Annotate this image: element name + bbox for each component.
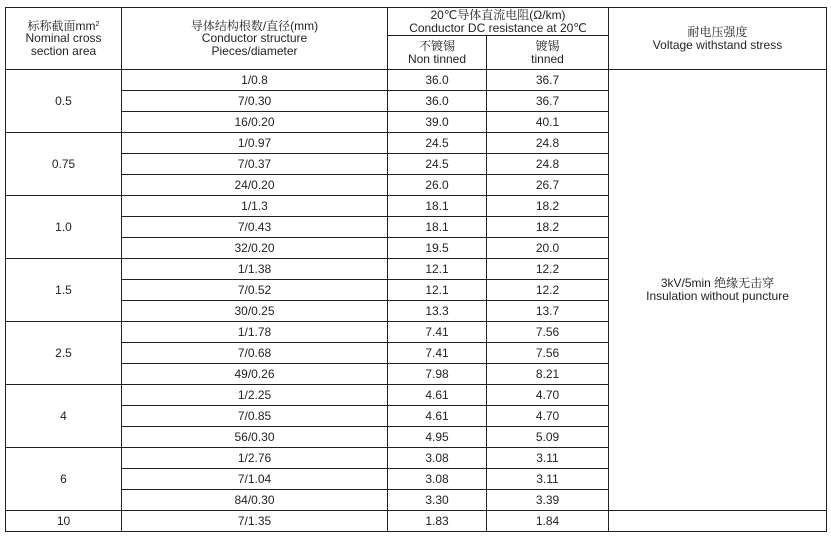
- header-resistance-en: Conductor DC resistance at 20℃: [409, 20, 587, 35]
- cell-non-tinned: 36.0: [388, 70, 487, 91]
- header-row-1: [6, 8, 827, 36]
- cell-nominal-area: 0.75: [6, 133, 122, 196]
- voltage-note-en: Insulation without puncture: [646, 289, 789, 303]
- cell-non-tinned: 7.41: [388, 322, 487, 343]
- header-area-cn: 标称截面$mm^2$: [27, 18, 100, 33]
- cell-tinned: 5.09: [487, 427, 609, 448]
- cell-structure: 7/0.52: [122, 280, 388, 301]
- cell-tinned: 7.56: [487, 343, 609, 364]
- header-dc-resistance: [388, 8, 609, 36]
- cell-non-tinned: 7.98: [388, 364, 487, 385]
- cell-non-tinned: 4.61: [388, 385, 487, 406]
- header-resistance-cn: 20℃导体直流电阻(Ω/km): [430, 8, 566, 22]
- cell-structure: 7/0.43: [122, 217, 388, 238]
- cell-non-tinned: 4.95: [388, 427, 487, 448]
- cell-tinned: 4.70: [487, 406, 609, 427]
- cell-structure: 16/0.20: [122, 112, 388, 133]
- cell-tinned: 12.2: [487, 259, 609, 280]
- cell-nominal-area: 1.5: [6, 259, 122, 322]
- cell-non-tinned: 3.30: [388, 490, 487, 511]
- cell-non-tinned: 13.3: [388, 301, 487, 322]
- table-body: [6, 70, 827, 532]
- cell-structure: 1/2.76: [122, 448, 388, 469]
- header-non-tinned-en: Non tinned: [407, 51, 467, 66]
- cell-tinned: 4.70: [487, 385, 609, 406]
- cell-structure: 7/1.35: [122, 511, 388, 532]
- cell-structure: 56/0.30: [122, 427, 388, 448]
- cell-nominal-area: 0.5: [6, 70, 122, 133]
- cell-non-tinned: 1.83: [388, 511, 487, 532]
- cell-structure: 7/0.68: [122, 343, 388, 364]
- cell-tinned: 18.2: [487, 196, 609, 217]
- cell-structure: 1/2.25: [122, 385, 388, 406]
- cell-structure: 49/0.26: [122, 364, 388, 385]
- cell-non-tinned: 18.1: [388, 196, 487, 217]
- cell-structure: 1/1.78: [122, 322, 388, 343]
- header-structure-cn: 导体结构根数/直径(mm): [190, 18, 319, 33]
- cell-tinned: 7.56: [487, 322, 609, 343]
- cell-tinned: 1.84: [487, 511, 609, 532]
- cell-nominal-area: 4: [6, 385, 122, 448]
- cell-non-tinned: 3.08: [388, 469, 487, 490]
- cell-non-tinned: 39.0: [388, 112, 487, 133]
- cell-tinned: 13.7: [487, 301, 609, 322]
- cell-structure: 1/1.38: [122, 259, 388, 280]
- cell-structure: 7/0.37: [122, 154, 388, 175]
- header-non-tinned-cn: 不镀锡: [418, 39, 455, 53]
- voltage-note-cn: 3kV/5min 绝缘无击穿: [660, 276, 775, 290]
- cell-voltage-note: [609, 70, 827, 511]
- header-nominal-area: [6, 8, 122, 70]
- cell-tinned: 3.11: [487, 469, 609, 490]
- cell-nominal-area: 10: [6, 511, 122, 532]
- cell-tinned: 18.2: [487, 217, 609, 238]
- cell-non-tinned: 19.5: [388, 238, 487, 259]
- cell-structure: 1/1.3: [122, 196, 388, 217]
- table-row: [6, 511, 827, 532]
- cell-non-tinned: 24.5: [388, 154, 487, 175]
- cell-structure: 32/0.20: [122, 238, 388, 259]
- cell-tinned: 20.0: [487, 238, 609, 259]
- cell-non-tinned: 12.1: [388, 280, 487, 301]
- cell-non-tinned: 18.1: [388, 217, 487, 238]
- cell-structure: 30/0.25: [122, 301, 388, 322]
- header-area-en-2: section area: [30, 43, 97, 58]
- cell-tinned: 24.8: [487, 133, 609, 154]
- cell-non-tinned: 7.41: [388, 343, 487, 364]
- header-voltage-cn: 耐电压强度: [687, 25, 748, 39]
- cell-structure: 7/0.30: [122, 91, 388, 112]
- header-tinned: [487, 36, 609, 70]
- cell-structure: 1/0.8: [122, 70, 388, 91]
- cell-nominal-area: 2.5: [6, 322, 122, 385]
- header-conductor-structure: [122, 8, 388, 70]
- header-tinned-en: tinned: [531, 51, 564, 66]
- cell-non-tinned: 36.0: [388, 91, 487, 112]
- cell-tinned: 12.2: [487, 280, 609, 301]
- cell-structure: 1/0.97: [122, 133, 388, 154]
- header-structure-en-1: Conductor structure: [201, 31, 308, 46]
- header-voltage-withstand: [609, 8, 827, 70]
- cell-tinned: 40.1: [487, 112, 609, 133]
- cell-structure: 7/1.04: [122, 469, 388, 490]
- cell-nominal-area: 1.0: [6, 196, 122, 259]
- header-non-tinned: [388, 36, 487, 70]
- cell-non-tinned: 26.0: [388, 175, 487, 196]
- cell-non-tinned: 4.61: [388, 406, 487, 427]
- cell-tinned: 26.7: [487, 175, 609, 196]
- cell-non-tinned: 24.5: [388, 133, 487, 154]
- header-area-en-1: Nominal cross: [25, 31, 102, 46]
- cell-nominal-area: 6: [6, 448, 122, 511]
- header-voltage-en: Voltage withstand stress: [652, 37, 783, 52]
- cell-tinned: 24.8: [487, 154, 609, 175]
- header-tinned-cn: 镀锡: [535, 39, 560, 53]
- cell-tinned: 8.21: [487, 364, 609, 385]
- cell-structure: 84/0.30: [122, 490, 388, 511]
- table-row: [6, 70, 827, 91]
- cell-tinned: 3.11: [487, 448, 609, 469]
- cell-tinned: 36.7: [487, 91, 609, 112]
- conductor-spec-table: [5, 7, 827, 532]
- cell-non-tinned: 12.1: [388, 259, 487, 280]
- cell-structure: 24/0.20: [122, 175, 388, 196]
- header-structure-en-2: Pieces/diameter: [211, 43, 298, 58]
- cell-structure: 7/0.85: [122, 406, 388, 427]
- cell-voltage-empty: [609, 511, 827, 532]
- cell-tinned: 3.39: [487, 490, 609, 511]
- cell-non-tinned: 3.08: [388, 448, 487, 469]
- cell-tinned: 36.7: [487, 70, 609, 91]
